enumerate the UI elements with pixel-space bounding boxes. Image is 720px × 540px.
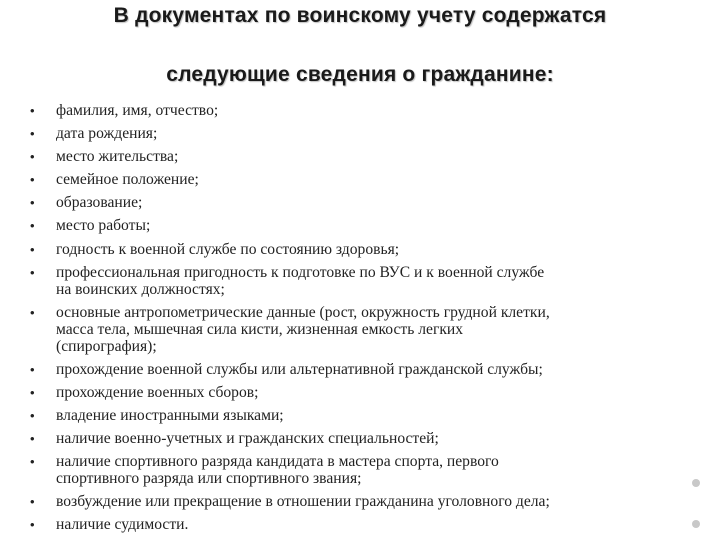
bullet-icon: • (30, 103, 35, 118)
list-item (30, 493, 680, 510)
bullet-icon: • (30, 494, 35, 510)
list-item-text: годность к военной службе по состоянию здоровья; (56, 240, 400, 258)
list-item-text: образование; (56, 194, 143, 212)
list-item (30, 407, 680, 424)
bullet-icon: • (30, 264, 35, 280)
slide-title-line-2: следующие сведения о гражданине: (166, 63, 554, 86)
list-item-text: наличие спортивного разряда кандидата в мастера спорта, первого спортивного разряда или спортивного звания; (56, 453, 499, 488)
list-item (30, 361, 680, 378)
bullet-icon: • (30, 408, 35, 424)
list-item-text: прохождение военной службы или альтернативной гражданской службы; (56, 360, 543, 378)
list-item (30, 125, 680, 142)
decorative-dot-icon (692, 520, 700, 528)
bullet-icon: • (30, 218, 35, 234)
list-item-text: возбуждение или прекращение в отношении гражданина уголовного дела; (56, 493, 550, 511)
bullet-icon: • (30, 304, 35, 320)
bullet-icon: • (30, 517, 35, 533)
list-item-text: фамилия, имя, отчество; (56, 102, 219, 119)
list-item (30, 171, 680, 188)
decorative-dot-icon (692, 479, 700, 487)
bullet-icon: • (30, 172, 35, 188)
list-item (30, 264, 680, 298)
list-item (30, 217, 680, 234)
list-item-text: наличие судимости. (56, 516, 189, 534)
list-item (30, 516, 680, 533)
list-item (30, 430, 680, 447)
bullet-icon: • (30, 195, 35, 211)
bullet-icon: • (30, 149, 35, 165)
bullet-list (30, 102, 680, 540)
slide-title-line-1: В документах по воинскому учету содержатся (113, 4, 607, 27)
list-item (30, 453, 680, 487)
bullet-icon: • (30, 431, 35, 447)
list-item (30, 194, 680, 211)
list-item-text: дата рождения; (56, 125, 158, 143)
list-item-text: семейное положение; (56, 171, 199, 189)
list-item (30, 384, 680, 401)
list-item-text: наличие военно-учетных и гражданских специальностей; (56, 430, 439, 448)
bullet-icon: • (30, 126, 35, 142)
list-item (30, 304, 680, 355)
list-item-text: основные антропометрические данные (рост, окружность грудной клетки, масса тела, мышечная сила кисти, жизненная емкость легких (спирография); (56, 303, 550, 355)
list-item-text: владение иностранными языками; (56, 407, 284, 425)
list-item-text: место работы; (56, 217, 151, 235)
list-item (30, 148, 680, 165)
bullet-icon: • (30, 384, 35, 400)
bullet-icon: • (30, 361, 35, 377)
list-item-text: место жительства; (56, 148, 179, 166)
list-item-text: профессиональная пригодность к подготовке по ВУС и к военной службе на воинских должностях; (56, 263, 545, 298)
list-item-text: прохождение военных сборов; (56, 383, 259, 401)
list-item (30, 241, 680, 258)
bullet-icon: • (30, 454, 35, 470)
list-item (30, 102, 680, 119)
bullet-icon: • (30, 241, 35, 257)
